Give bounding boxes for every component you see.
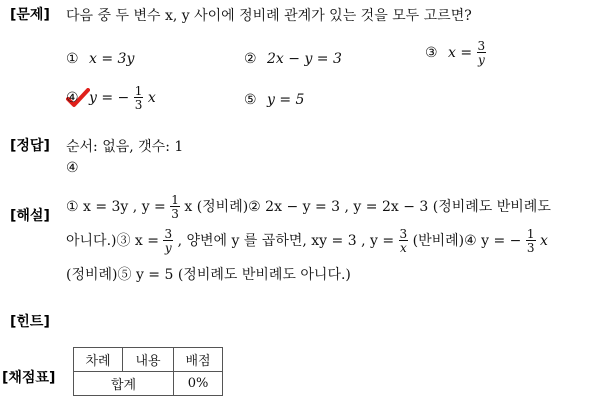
choice-3	[425, 40, 486, 66]
explanation-fraction-2	[163, 228, 173, 254]
explanation-fraction-2-num: 3	[164, 227, 173, 241]
choice-3-fraction	[477, 40, 487, 66]
answer-label: [정답]	[10, 138, 50, 154]
choice-1	[66, 51, 134, 67]
explanation-fraction-1-den: 3	[171, 207, 179, 221]
explanation-fraction-2-den: y	[164, 241, 172, 255]
explanation-l1b: x (정비례)② 2x − y = 3 , y = 2x − 3 (정비례도 반비례도	[184, 199, 551, 215]
scoring-table	[73, 347, 223, 396]
choice-5-expression: y = 5	[267, 92, 305, 108]
choice-4-numerator: 1	[134, 84, 143, 98]
explanation-l2c: (반비례)④ y = −	[412, 233, 522, 249]
choice-5	[244, 92, 304, 108]
scoring-header-content: 내용	[123, 348, 174, 372]
explanation-fraction-4	[526, 228, 536, 254]
scoring-header-row	[74, 348, 223, 372]
scoring-header-order: 차례	[74, 348, 123, 372]
choice-3-number: ③	[425, 45, 438, 61]
answer-order-line: 순서: 없음, 갯수: 1	[66, 139, 184, 155]
explanation-fraction-3-num: 3	[399, 227, 408, 241]
choice-4-lhs: y = −	[89, 90, 130, 106]
explanation-fraction-3	[399, 228, 409, 254]
explanation-l2b: , 양변에 y 를 곱하면, xy = 3 , y =	[177, 233, 395, 249]
choice-5-number: ⑤	[244, 92, 257, 108]
explanation-fraction-1-num: 1	[171, 193, 179, 207]
scoring-label: [채점표]	[2, 370, 56, 386]
explanation-fraction-4-num: 1	[526, 227, 535, 241]
choice-4-rhs: x	[147, 90, 156, 106]
choice-2	[244, 51, 342, 67]
scoring-total-row	[74, 372, 223, 396]
hint-label: [힌트]	[10, 314, 50, 330]
choice-4	[66, 85, 156, 111]
choice-1-expression: x = 3y	[89, 51, 135, 67]
choice-3-lhs: x =	[448, 45, 473, 61]
choice-2-expression: 2x − y = 3	[267, 51, 342, 67]
explanation-fraction-1	[170, 194, 180, 220]
choice-2-number: ②	[244, 51, 257, 67]
choice-4-fraction	[134, 85, 144, 111]
explanation-fraction-3-den: x	[399, 241, 407, 255]
explanation-l2a: 아니다.)③ x =	[66, 233, 160, 249]
explanation-line-2	[66, 228, 548, 254]
scoring-total-label: 합계	[74, 372, 174, 396]
explanation-label: [해설]	[10, 208, 50, 224]
choice-3-denominator: y	[477, 53, 485, 67]
scoring-total-value: 0%	[174, 372, 223, 396]
choice-3-numerator: 3	[477, 39, 486, 53]
answer-value: ④	[66, 160, 79, 176]
choice-1-number: ①	[66, 51, 79, 67]
explanation-l1a: ① x = 3y , y =	[66, 199, 166, 215]
explanation-line-1	[66, 194, 551, 220]
explanation-l2d: x	[539, 233, 548, 249]
explanation-line-3: (정비례)⑤ y = 5 (정비례도 반비례도 아니다.)	[66, 267, 351, 283]
question-text: 다음 중 두 변수 x, y 사이에 정비례 관계가 있는 것을 모두 고르면?	[66, 8, 472, 24]
choice-4-number: ④	[66, 90, 79, 106]
scoring-header-score: 배점	[174, 348, 223, 372]
choice-4-denominator: 3	[134, 98, 143, 112]
explanation-fraction-4-den: 3	[526, 241, 535, 255]
problem-label: [문제]	[10, 7, 50, 23]
